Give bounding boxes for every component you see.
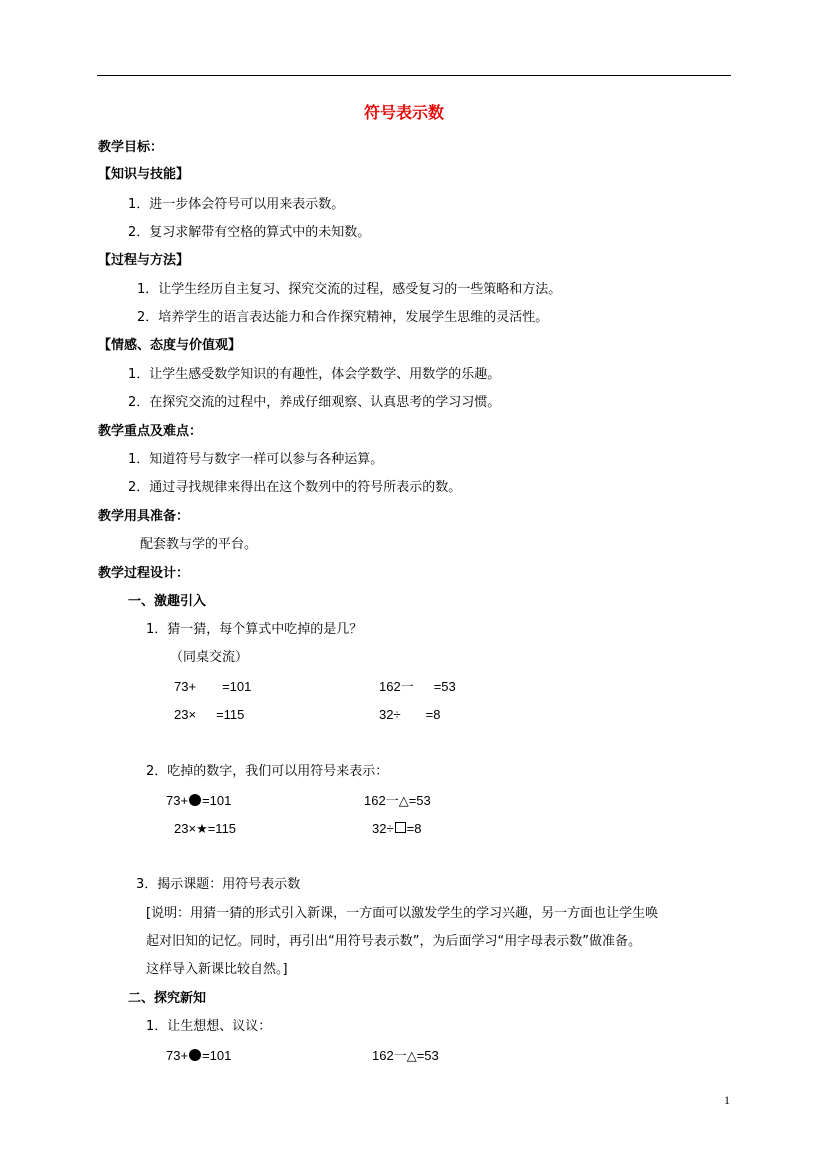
triangle-symbol-icon: △: [406, 1049, 417, 1064]
tools-text: 配套教与学的平台。: [140, 537, 258, 552]
square-symbol-icon: [395, 822, 406, 833]
equation-blank: 162一 =53: [379, 679, 456, 694]
circle-symbol-icon: [189, 1049, 201, 1061]
page-number: 1: [724, 1093, 730, 1107]
knowledge-heading: 【知识与技能】: [98, 167, 190, 182]
process-item: 1．让学生经历自主复习、探究交流的过程，感受复习的一些策略和方法。: [137, 282, 562, 297]
equation-symbol: 162一△=53: [364, 793, 431, 809]
keypoints-item: 1．知道符号与数字一样可以参与各种运算。: [128, 452, 384, 467]
equation-symbol: 73+ =101: [166, 1048, 232, 1063]
tools-heading: 教学用具准备：: [98, 509, 190, 524]
part1-step1: 1．猜一猜，每个算式中吃掉的是几？: [146, 622, 363, 637]
goals-heading: 教学目标：: [98, 140, 164, 155]
part2-heading: 二、探究新知: [128, 991, 207, 1006]
explanation-line: [说明：用猜一猜的形式引入新课，一方面可以激发学生的学习兴趣，另一方面也让学生唤: [146, 906, 659, 921]
keypoints-heading: 教学重点及难点：: [98, 424, 203, 439]
equation-blank: 23× =115: [174, 707, 245, 722]
star-symbol-icon: ★: [196, 822, 208, 837]
page-title: 符号表示数: [364, 103, 445, 122]
emotion-item: 1．让学生感受数学知识的有趣性，体会学数学、用数学的乐趣。: [128, 367, 501, 382]
keypoints-item: 2．通过寻找规律来得出在这个数列中的符号所表示的数。: [128, 480, 462, 495]
equation-symbol: 162一△=53: [372, 1048, 439, 1064]
explanation-line: 这样导入新课比较自然。]: [146, 962, 288, 977]
emotion-heading: 【情感、态度与价值观】: [98, 338, 242, 353]
knowledge-item: 1．进一步体会符号可以用来表示数。: [128, 197, 345, 212]
process-item: 2．培养学生的语言表达能力和合作探究精神，发展学生思维的灵活性。: [137, 310, 549, 325]
circle-symbol-icon: [189, 794, 201, 806]
part1-note: （同桌交流）: [170, 650, 249, 665]
part2-step1: 1．让生想想、议议：: [146, 1019, 272, 1034]
process-heading: 【过程与方法】: [98, 253, 190, 268]
header-rule: [97, 75, 731, 76]
part1-step3: 3．揭示课题：用符号表示数: [136, 877, 301, 892]
emotion-item: 2．在探究交流的过程中，养成仔细观察、认真思考的学习习惯。: [128, 395, 501, 410]
knowledge-item: 2．复习求解带有空格的算式中的未知数。: [128, 225, 371, 240]
part1-heading: 一、激趣引入: [128, 594, 207, 609]
triangle-symbol-icon: △: [398, 794, 409, 809]
part1-step2: 2．吃掉的数字，我们可以用符号来表示：: [146, 764, 389, 779]
equation-symbol: 32÷ =8: [372, 821, 422, 836]
design-heading: 教学过程设计：: [98, 566, 190, 581]
explanation-line: 起对旧知的记忆。同时，再引出“用符号表示数”，为后面学习“用字母表示数”做准备。: [146, 934, 641, 949]
equation-symbol: 73+ =101: [166, 793, 232, 808]
equation-blank: 32÷ =8: [379, 707, 441, 722]
equation-symbol: 23×★=115: [174, 821, 237, 837]
equation-blank: 73+ =101: [174, 679, 252, 694]
